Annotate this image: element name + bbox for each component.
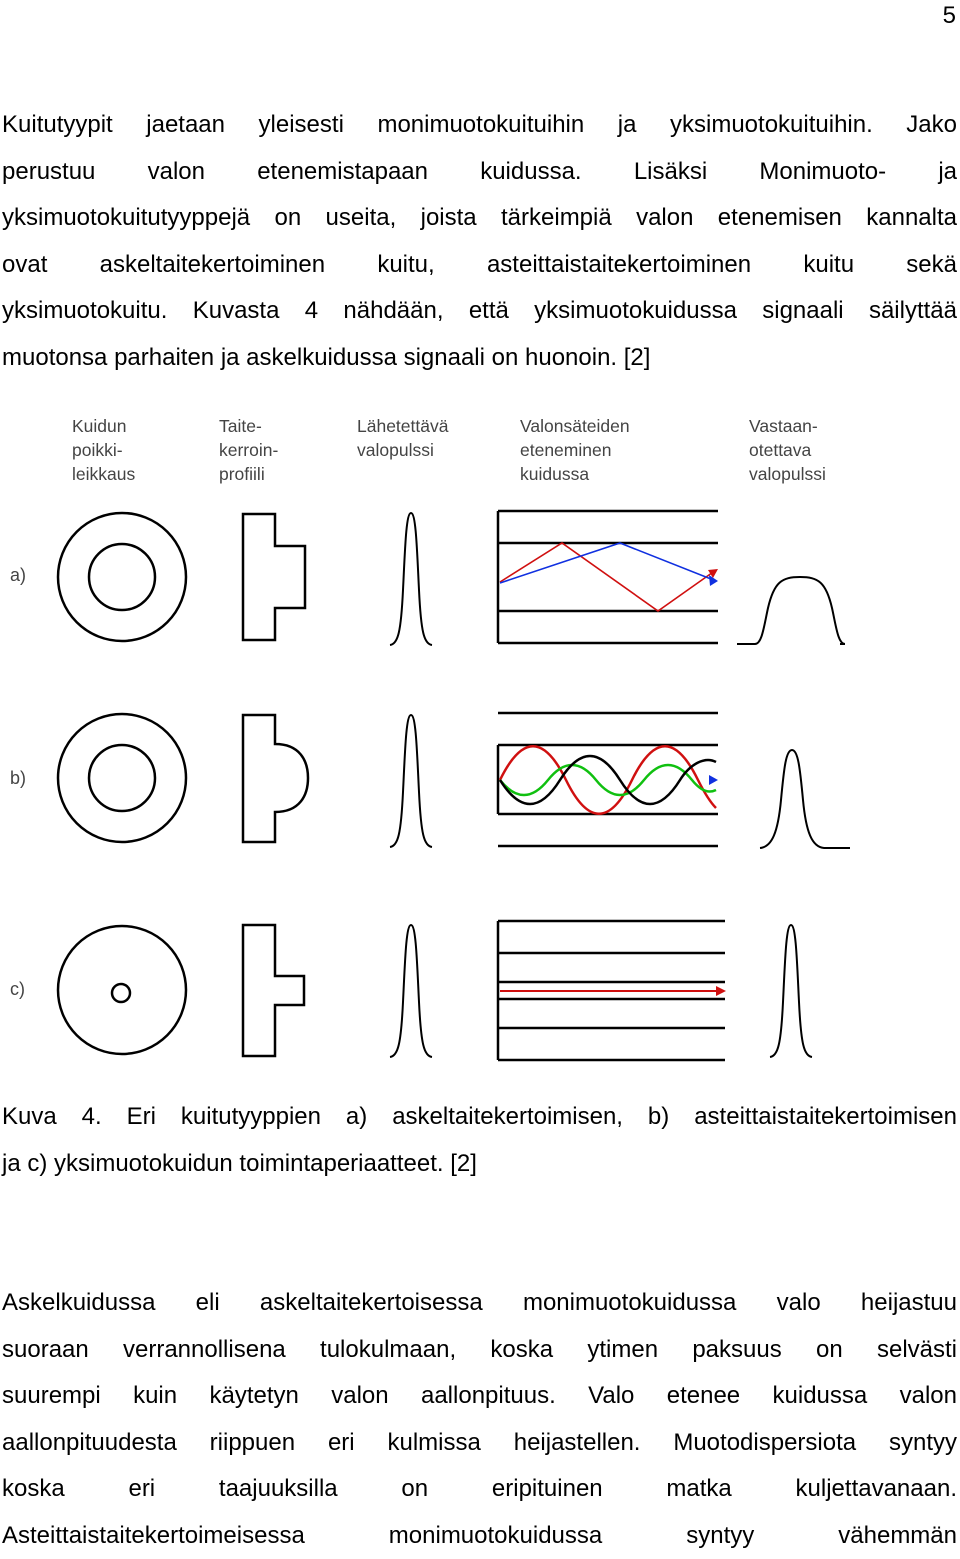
step-index-row bbox=[58, 511, 845, 645]
input-pulse bbox=[390, 715, 432, 847]
step-index-profile bbox=[243, 514, 305, 640]
text-line: muotonsa parhaiten ja askelkuidussa signaali on huonoin. [2] bbox=[2, 335, 957, 382]
cross-section-core bbox=[89, 745, 155, 811]
ray-arrowheads bbox=[709, 775, 718, 785]
row-label-b: b) bbox=[10, 768, 26, 788]
row-label-c: c) bbox=[10, 979, 25, 999]
cross-section-core bbox=[89, 544, 155, 610]
cross-section-core bbox=[112, 984, 130, 1002]
single-mode-index-profile bbox=[243, 925, 304, 1056]
ray-black bbox=[500, 756, 716, 804]
text-line: yksimuotokuitutyyppejä on useita, joista tärkeimpiä valon etenemisen kannalta bbox=[2, 195, 957, 242]
input-pulse bbox=[390, 513, 432, 645]
text-line: yksimuotokuitu. Kuvasta 4 nähdään, että yksimuotokuidussa signaali säilyttää bbox=[2, 288, 957, 335]
body-paragraph bbox=[2, 1280, 957, 1559]
cross-section-cladding bbox=[58, 714, 186, 842]
caption-line: Kuva 4. Eri kuitutyyppien a) askeltaitekertoimisen, b) asteittaistaitekertoimisen bbox=[2, 1094, 957, 1141]
header-ray-propagation: Valonsäteiden eteneminen kuidussa bbox=[520, 416, 635, 484]
output-pulse bbox=[760, 750, 850, 848]
figure-caption bbox=[2, 1094, 957, 1187]
ray-blue bbox=[500, 543, 716, 583]
output-pulse bbox=[737, 577, 845, 644]
text-line: suoraan verrannollisena tulokulmaan, koska ytimen paksuus on selvästi bbox=[2, 1327, 957, 1374]
graded-index-row bbox=[58, 713, 850, 848]
input-pulse bbox=[390, 925, 432, 1057]
text-line: perustuu valon etenemistapaan kuidussa. Lisäksi Monimuoto- ja bbox=[2, 149, 957, 196]
ray-arrowhead bbox=[716, 986, 726, 996]
text-line: Asteittaistaitekertoimeisessa monimuotokuidussa syntyy vähemmän bbox=[2, 1513, 957, 1559]
fiber-types-figure bbox=[0, 400, 960, 1070]
row-label-a: a) bbox=[10, 565, 26, 585]
caption-line: ja c) yksimuotokuidun toimintaperiaatteet. [2] bbox=[2, 1141, 957, 1188]
page-number: 5 bbox=[943, 2, 956, 30]
header-received-pulse: Vastaan- otettava valopulssi bbox=[749, 416, 826, 484]
text-line: Kuitutyypit jaetaan yleisesti monimuotokuituihin ja yksimuotokuituihin. Jako bbox=[2, 102, 957, 149]
single-mode-row bbox=[58, 921, 812, 1060]
column-headers bbox=[72, 416, 826, 484]
graded-index-profile bbox=[243, 715, 308, 842]
fiber-guide bbox=[498, 511, 718, 643]
text-line: suurempi kuin käytetyn valon aallonpituus. Valo etenee kuidussa valon bbox=[2, 1373, 957, 1420]
header-sent-pulse: Lähetettävä valopulssi bbox=[357, 416, 453, 460]
ray-green bbox=[500, 765, 716, 795]
cross-section-cladding bbox=[58, 926, 186, 1054]
header-cross-section: Kuidun poikki- leikkaus bbox=[72, 416, 135, 484]
text-line: Askelkuidussa eli askeltaitekertoisessa monimuotokuidussa valo heijastuu bbox=[2, 1280, 957, 1327]
cross-section-cladding bbox=[58, 513, 186, 641]
fiber-guide bbox=[498, 713, 718, 846]
intro-paragraph bbox=[2, 102, 957, 381]
header-index-profile: Taite- kerroin- profiili bbox=[219, 416, 283, 484]
text-line: ovat askeltaitekertoiminen kuitu, asteittaistaitekertoiminen kuitu sekä bbox=[2, 242, 957, 289]
output-pulse bbox=[770, 925, 812, 1057]
ray-red bbox=[500, 543, 716, 611]
text-line: koska eri taajuuksilla on eripituinen matka kuljettavanaan. bbox=[2, 1466, 957, 1513]
text-line: aallonpituudesta riippuen eri kulmissa heijastellen. Muotodispersiota syntyy bbox=[2, 1420, 957, 1467]
